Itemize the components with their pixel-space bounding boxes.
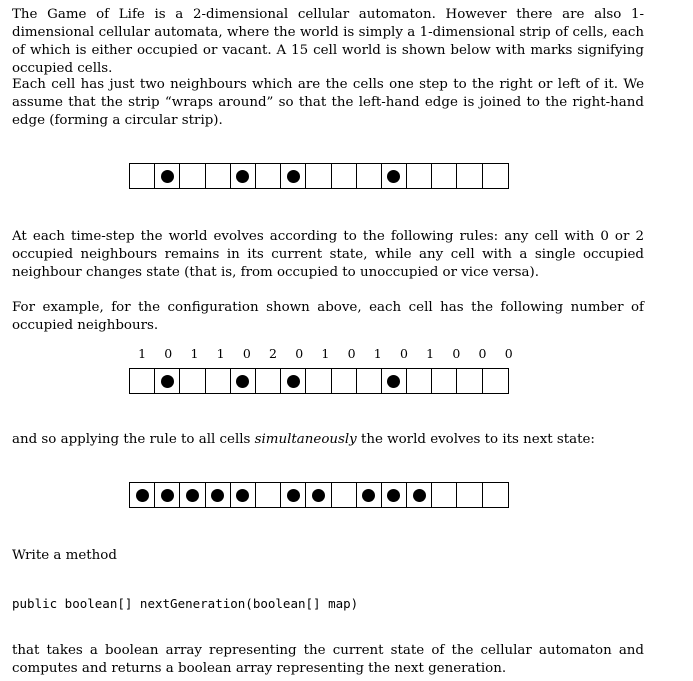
neighbour-count-5: 2 (269, 346, 277, 361)
cell-11 (407, 164, 432, 188)
neighbour-count-14: 0 (504, 346, 513, 361)
cell-10 (382, 483, 407, 507)
cell-3 (206, 483, 231, 507)
occupied-mark (186, 489, 199, 502)
neighbour-count-12: 0 (452, 346, 461, 361)
occupied-mark (312, 489, 325, 502)
cell-1 (155, 369, 180, 393)
cell-9 (357, 164, 382, 188)
neighbour-counts (129, 345, 522, 363)
cell-2 (180, 369, 205, 393)
occupied-mark (236, 489, 249, 502)
cell-0 (130, 369, 155, 393)
cell-11 (407, 483, 432, 507)
next-state-strip (129, 482, 509, 508)
simultaneous-text-before: and so applying the rule to all cells (12, 432, 255, 447)
cell-3 (206, 369, 231, 393)
simultaneous-emphasis: simultaneously (254, 432, 357, 447)
cell-8 (332, 164, 357, 188)
cell-5 (256, 164, 281, 188)
occupied-mark (287, 375, 300, 388)
write-method-paragraph: Write a method (12, 548, 117, 563)
simultaneous-text-after: the world evolves to its next state: (356, 432, 595, 447)
cell-0 (130, 483, 155, 507)
cell-6 (281, 483, 306, 507)
neighbour-count-0: 1 (138, 346, 147, 361)
occupied-mark (211, 489, 224, 502)
cell-9 (357, 369, 382, 393)
occupied-mark (161, 375, 174, 388)
cell-14 (483, 483, 508, 507)
example-paragraph: For example, for the configuration shown above, each cell has the following number of occupied neighbours. (12, 300, 644, 333)
neighbour-count-8: 0 (347, 346, 356, 361)
cell-7 (306, 483, 331, 507)
cell-12 (432, 164, 457, 188)
cell-4 (231, 369, 256, 393)
cell-13 (457, 164, 482, 188)
occupied-mark (136, 489, 149, 502)
simultaneous-paragraph (12, 431, 644, 449)
occupied-mark (236, 375, 249, 388)
neighbour-count-13: 0 (478, 346, 487, 361)
neighbour-count-2: 1 (190, 346, 199, 361)
cell-10 (382, 369, 407, 393)
cell-6 (281, 369, 306, 393)
cell-3 (206, 164, 231, 188)
task-paragraph: that takes a boolean array representing the current state of the cellular automaton and computes and returns a boolean array representing the next generation. (12, 643, 644, 676)
cell-5 (256, 483, 281, 507)
neighbour-count-3: 1 (216, 346, 225, 361)
cell-9 (357, 483, 382, 507)
occupied-mark (387, 489, 400, 502)
occupied-mark (236, 170, 249, 183)
cell-8 (332, 369, 357, 393)
cell-12 (432, 369, 457, 393)
cell-2 (180, 164, 205, 188)
cell-7 (306, 164, 331, 188)
initial-strip (129, 163, 509, 189)
rules-paragraph: At each time-step the world evolves according to the following rules: any cell with 0 or 2 occupied neighbours remains in its current state, while any cell with a single occupied neighbour changes state (that is, from occupied to unoccupied or vice versa). (12, 229, 644, 280)
occupied-mark (387, 375, 400, 388)
cell-4 (231, 164, 256, 188)
occupied-mark (161, 170, 174, 183)
occupied-mark (362, 489, 375, 502)
cell-2 (180, 483, 205, 507)
cell-5 (256, 369, 281, 393)
cell-0 (130, 164, 155, 188)
cell-11 (407, 369, 432, 393)
occupied-mark (387, 170, 400, 183)
occupied-mark (287, 170, 300, 183)
neighbour-count-10: 0 (399, 346, 408, 361)
cell-13 (457, 483, 482, 507)
cell-10 (382, 164, 407, 188)
cell-12 (432, 483, 457, 507)
cell-13 (457, 369, 482, 393)
cell-1 (155, 483, 180, 507)
cell-4 (231, 483, 256, 507)
cell-1 (155, 164, 180, 188)
occupied-mark (413, 489, 426, 502)
cell-6 (281, 164, 306, 188)
cell-8 (332, 483, 357, 507)
method-signature: public boolean[] nextGeneration(boolean[] map) (12, 596, 359, 611)
neighbour-count-4: 0 (242, 346, 251, 361)
neighbour-count-11: 1 (426, 346, 435, 361)
neighbour-count-7: 1 (321, 346, 330, 361)
occupied-mark (161, 489, 174, 502)
cell-7 (306, 369, 331, 393)
neighbour-count-6: 0 (295, 346, 304, 361)
wraparound-paragraph: Each cell has just two neighbours which are the cells one step to the right or left of it. We assume that the strip “wraps around” so that the left-hand edge is joined to the right-hand edge (forming a circular strip). (12, 77, 644, 128)
counts-strip (129, 368, 509, 394)
neighbour-count-1: 0 (164, 346, 173, 361)
intro-paragraph: The Game of Life is a 2-dimensional cellular automaton. However there are also 1-dimensional cellular automata, where the world is simply a 1-dimensional strip of cells, each of which is either occupied or vacant. A 15 cell world is shown below with marks signifying occupied cells. (12, 7, 644, 76)
cell-14 (483, 164, 508, 188)
cell-14 (483, 369, 508, 393)
occupied-mark (287, 489, 300, 502)
neighbour-count-9: 1 (373, 346, 382, 361)
